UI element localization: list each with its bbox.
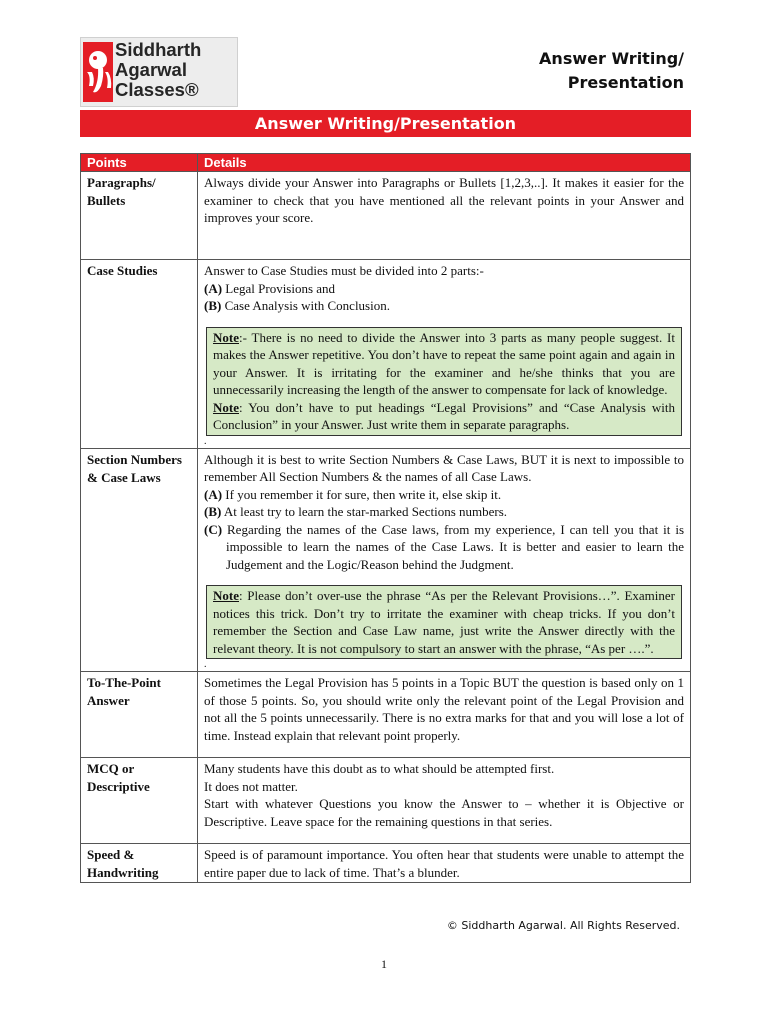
note-text: :- There is no need to divide the Answer into 3 parts as many people suggest. It makes the Answer repetitive. You don’t have to repeat the same point again and again in your Answer. It is irritating for the examiner and he/she thinks that you are unnecessarily increasing the length of the answer to compensate for lack of knowledge. — [213, 329, 675, 397]
note-label: Note — [213, 588, 239, 603]
table-row — [81, 758, 691, 844]
note-box — [206, 585, 682, 659]
details-text: Always divide your Answer into Paragraphs or Bullets [1,2,3,..]. It makes it easier for the examiner to check that you have mentioned all the relevant points in your Answer and improves your score. — [204, 175, 684, 225]
header-title-line: Presentation — [567, 73, 684, 92]
header-title — [539, 47, 684, 95]
item-text: Case Analysis with Conclusion. — [224, 298, 390, 313]
details-text: Many students have this doubt as to what should be attempted first. — [204, 761, 555, 776]
list-item — [204, 486, 684, 504]
header-title-line: Answer Writing/ — [539, 49, 684, 68]
item-text: Legal Provisions and — [225, 280, 336, 296]
item-label: (B) — [204, 298, 222, 313]
details-cell — [198, 260, 691, 449]
points-table — [80, 153, 691, 883]
page-header — [80, 37, 690, 107]
page-number: 1 — [381, 957, 387, 971]
header-points: Points — [81, 154, 198, 172]
details-cell — [198, 172, 691, 260]
table-row — [81, 448, 691, 672]
point-cell: MCQ or Descriptive — [81, 758, 198, 844]
logo-text — [115, 40, 201, 100]
details-cell — [198, 672, 691, 758]
logo-line: Siddharth — [115, 39, 202, 60]
point-cell: Speed & Handwriting — [81, 844, 198, 883]
table-row — [81, 260, 691, 449]
logo — [80, 37, 238, 107]
item-text: If you remember it for sure, then write it, else skip it. — [225, 486, 502, 502]
section-banner: Answer Writing/Presentation — [80, 110, 691, 137]
item-label: (C) — [204, 521, 223, 537]
item-label: (A) — [204, 486, 223, 502]
details-text: Start with whatever Questions you know the Answer to – whether it is Objective or Descriptive. Leave space for the remaining questions in that series. — [204, 796, 684, 829]
item-text: At least try to learn the star-marked Sections numbers. — [223, 504, 508, 519]
note-box — [206, 327, 682, 436]
logo-line: Classes® — [115, 79, 199, 100]
list-item — [204, 521, 684, 574]
details-cell — [198, 448, 691, 672]
point-cell: Section Numbers & Case Laws — [81, 448, 198, 672]
list-item — [204, 503, 684, 521]
note-text: : You don’t have to put headings “Legal Provisions” and “Case Analysis with Conclusion” in your Answer. Just write them in separate paragraphs. — [213, 399, 675, 432]
note-paragraph — [213, 329, 675, 399]
note-label: Note — [213, 329, 239, 345]
details-text: Answer to Case Studies must be divided into 2 parts:- — [204, 263, 484, 278]
trailing-dot: . — [204, 659, 207, 670]
item-label: (B) — [204, 504, 222, 519]
note-text: : Please don’t over-use the phrase “As per the Relevant Provisions…”. Examiner notices this trick. Don’t try to irritate the examiner with cheap tricks. If you don’t remember the Section and Case Law name, just write the Answer directly with the relevant theory. It is not compulsory to start an answer with the phrase, “As per ….”. — [213, 588, 675, 656]
details-cell — [198, 844, 691, 883]
list-item — [204, 297, 684, 315]
table-header-row — [81, 154, 691, 172]
elephant-logo-icon — [83, 42, 113, 102]
point-cell: To-The-Point Answer — [81, 672, 198, 758]
details-text: Although it is best to write Section Numbers & Case Laws, BUT it is next to impossible to remember All Section Numbers & the names of all Case Laws. — [204, 451, 684, 484]
item-label: (A) — [204, 280, 223, 296]
header-details: Details — [198, 154, 691, 172]
copyright-footer: © Siddharth Agarwal. All Rights Reserved. — [446, 919, 680, 932]
details-text: It does not matter. — [204, 778, 298, 794]
note-paragraph — [213, 399, 675, 434]
trailing-dot: . — [204, 435, 207, 447]
table-row — [81, 172, 691, 260]
details-text: Sometimes the Legal Provision has 5 points in a Topic BUT the question is based only on 1 of those 5 points. So, you should write only the relevant point of the Legal Provision and not all the 5 points unnecessarily. There is no extra marks for that and you will lose a lot of time. Instead explain that relevant point properly. — [204, 675, 684, 743]
point-cell: Case Studies — [81, 260, 198, 449]
point-cell: Paragraphs/ Bullets — [81, 172, 198, 260]
details-text: Speed is of paramount importance. You often hear that students were unable to attempt the entire paper due to lack of time. That’s a blunder. — [204, 847, 684, 880]
details-cell — [198, 758, 691, 844]
table-row — [81, 672, 691, 758]
logo-line: Agarwal — [115, 59, 187, 80]
note-label: Note — [213, 399, 239, 415]
note-paragraph — [213, 587, 675, 657]
table-row — [81, 844, 691, 883]
list-item — [204, 280, 684, 298]
item-text: Regarding the names of the Case laws, from my experience, I can tell you that it is impossible to learn the names of the Case Laws. It is better and easier to learn the Judgement and the Logic/Reason behind the Judgment. — [226, 521, 685, 572]
